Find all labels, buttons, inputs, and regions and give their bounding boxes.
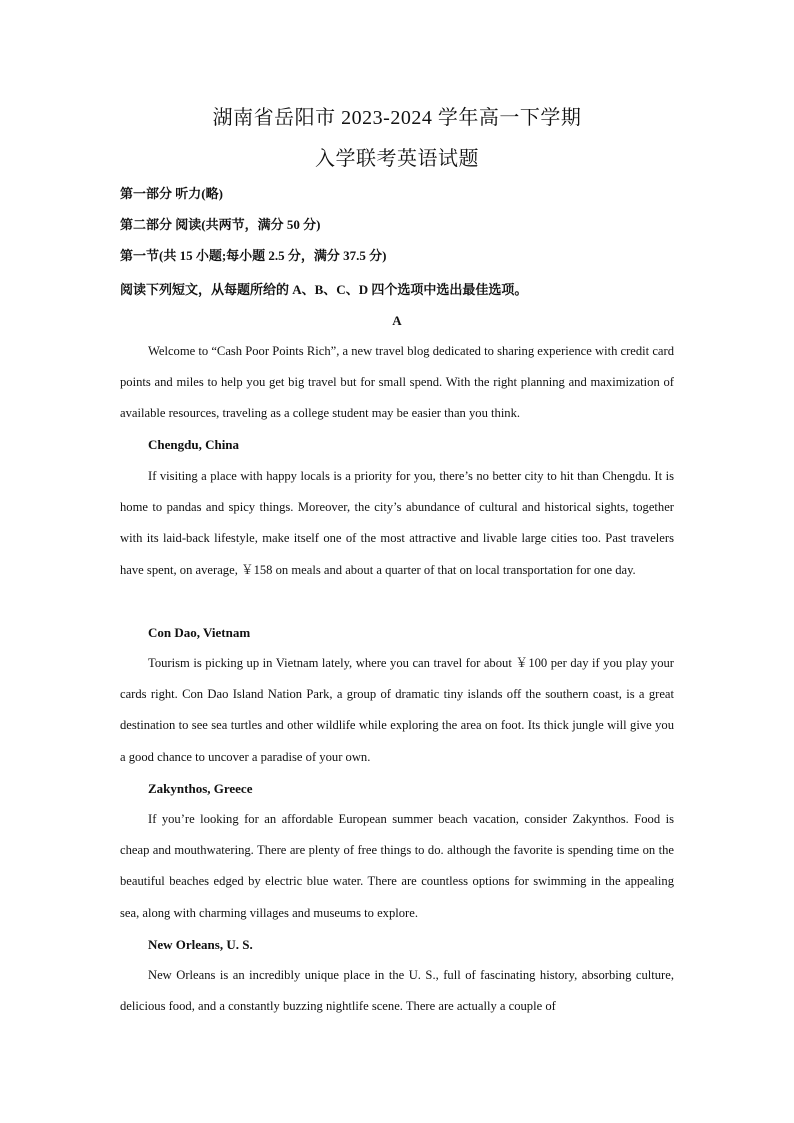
intro-paragraph: Welcome to “Cash Poor Points Rich”, a new travel blog dedicated to sharing experience with credit card points and miles to help you get big travel but for small spend. With the right planning and maximization of available resources, traveling as a college student may be easier than you think.: [120, 344, 675, 421]
part1-heading: 第一部分 听力(略): [120, 186, 223, 201]
document-title: 湖南省岳阳市 2023-2024 学年高一下学期: [212, 107, 582, 129]
document-subtitle: 入学联考英语试题: [315, 148, 479, 170]
destination-heading-neworleans: New Orleans, U. S.: [148, 937, 253, 952]
section1-heading: 第一节(共 15 小题;每小题 2.5 分，满分 37.5 分): [120, 248, 387, 263]
destination-text-condao: Tourism is picking up in Vietnam lately, where you can travel for about ￥100 per day if you play your cards right. Con Dao Island Nation Park, a group of dramatic tiny islands off the southern coast, is a great destination to see sea turtles and other wildlife while exploring the area on foot. Its thick jungle will give you a good chance to uncover a paradise of your own.: [120, 656, 674, 764]
destination-text-zakynthos: If you’re looking for an affordable European summer beach vacation, consider Zakynthos. Food is cheap and mouthwatering. There are plenty of free things to do. although the favorite is spending time on the beautiful beaches edged by electric blue water. There are countless options for swimming in the appealing sea, along with charming villages and museums to explore.: [120, 812, 674, 920]
destination-heading-zakynthos: Zakynthos, Greece: [148, 781, 253, 796]
destination-text-neworleans: New Orleans is an incredibly unique place in the U. S., full of fascinating history, absorbing culture, delicious food, and a constantly buzzing nightlife scene. There are actually a couple of: [120, 968, 674, 1014]
part2-heading: 第二部分 阅读(共两节，满分 50 分): [120, 217, 321, 232]
destination-text-chengdu: If visiting a place with happy locals is a priority for you, there’s no better city to hit than Chengdu. It is home to pandas and spicy things. Moreover, the city’s abundance of cultural and historical sights, together with its laid-back lifestyle, make itself one of the most attractive and livable large cities too. Past travelers have spent, on average, ￥158 on meals and about a quarter of that on local transportation for one day.: [120, 469, 674, 577]
destination-heading-condao: Con Dao, Vietnam: [148, 625, 251, 640]
destination-heading-chengdu: Chengdu, China: [148, 437, 240, 452]
instruction-text: 阅读下列短文，从每题所给的 A、B、C、D 四个选项中选出最佳选项。: [120, 282, 528, 297]
passage-label: A: [392, 313, 402, 328]
